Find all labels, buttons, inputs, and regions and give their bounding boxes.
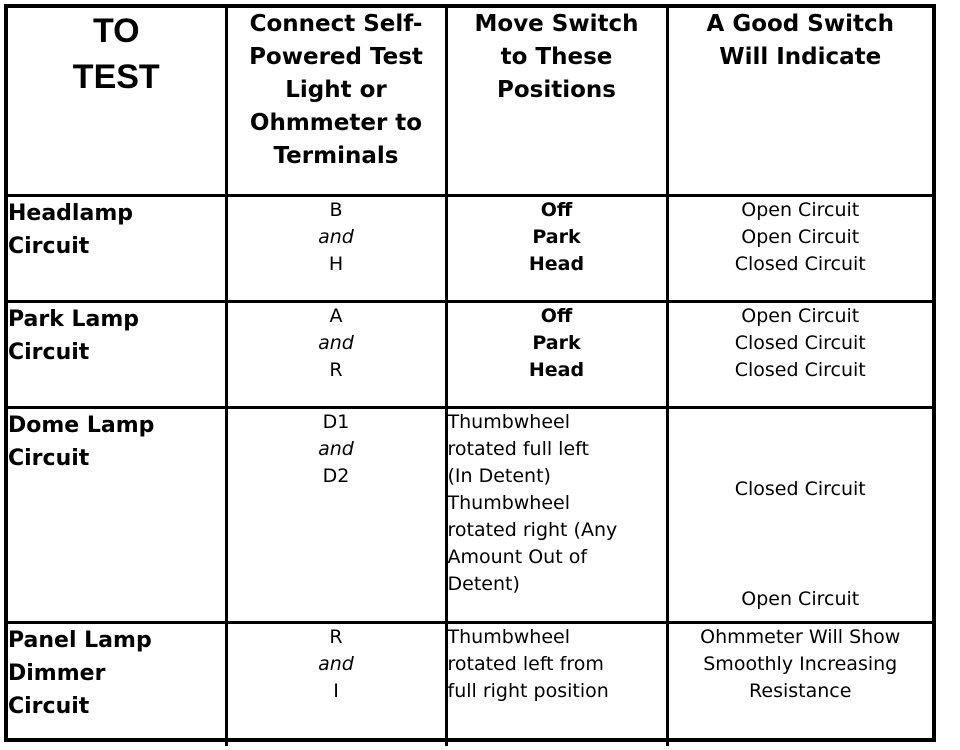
positions-cell <box>446 195 667 301</box>
terminal-label: D1 <box>322 410 350 433</box>
positions-cell: Thumbwheel rotated full left (In Detent) Thumbwheel rotated right (Any Amount Out of Detent) <box>446 407 667 622</box>
header-indicate: A Good Switch Will Indicate <box>667 8 932 195</box>
switch-test-chart <box>4 4 936 742</box>
indication-item: Closed Circuit <box>734 252 866 275</box>
terminal-label: H <box>328 252 344 275</box>
terminals-cell <box>226 301 446 407</box>
position-item: Off <box>540 198 573 221</box>
terminal-and: and <box>318 437 354 460</box>
test-name-cell: Park Lamp Circuit <box>8 301 226 407</box>
terminal-and: and <box>318 331 354 354</box>
indication-item: Open Circuit <box>741 587 860 610</box>
terminals-cell <box>226 622 446 746</box>
terminal-label: A <box>329 304 343 327</box>
indication-cell <box>667 407 932 622</box>
indication-item: Open Circuit <box>741 225 860 248</box>
terminal-label: I <box>333 679 339 702</box>
position-item: Head <box>528 252 585 275</box>
test-name-cell: Headlamp Circuit <box>8 195 226 301</box>
terminal-label: R <box>329 358 343 381</box>
indication-cell <box>667 301 932 407</box>
position-item: Park <box>532 225 581 248</box>
header-row <box>8 8 932 195</box>
indication-item: Closed Circuit <box>734 477 866 500</box>
terminal-and: and <box>318 225 354 248</box>
header-terminals: Connect Self- Powered Test Light or Ohmmeter to Terminals <box>226 8 446 195</box>
terminals-cell <box>226 407 446 622</box>
terminal-and: and <box>318 652 354 675</box>
header-to-test: TO TEST <box>8 8 226 195</box>
terminal-label: R <box>329 625 343 648</box>
position-item: Park <box>532 331 581 354</box>
indication-item: Open Circuit <box>741 198 860 221</box>
indication-cell <box>667 195 932 301</box>
table-row-panel-lamp-dimmer <box>8 622 932 746</box>
indication-item: Closed Circuit <box>734 358 866 381</box>
switch-test-table <box>8 8 932 746</box>
terminals-cell <box>226 195 446 301</box>
header-positions: Move Switch to These Positions <box>446 8 667 195</box>
positions-cell: Thumbwheel rotated left from full right position <box>446 622 667 746</box>
table-row-dome-lamp <box>8 407 932 622</box>
table-row-park-lamp <box>8 301 932 407</box>
position-item: Head <box>528 358 585 381</box>
terminal-label: D2 <box>322 464 350 487</box>
indication-item: Closed Circuit <box>734 331 866 354</box>
test-name-cell: Panel Lamp Dimmer Circuit <box>8 622 226 746</box>
table-row-headlamp <box>8 195 932 301</box>
indication-item: Open Circuit <box>741 304 860 327</box>
positions-cell <box>446 301 667 407</box>
indication-cell: Ohmmeter Will Show Smoothly Increasing Resistance <box>667 622 932 746</box>
position-item: Off <box>540 304 573 327</box>
terminal-label: B <box>329 198 343 221</box>
test-name-cell: Dome Lamp Circuit <box>8 407 226 622</box>
